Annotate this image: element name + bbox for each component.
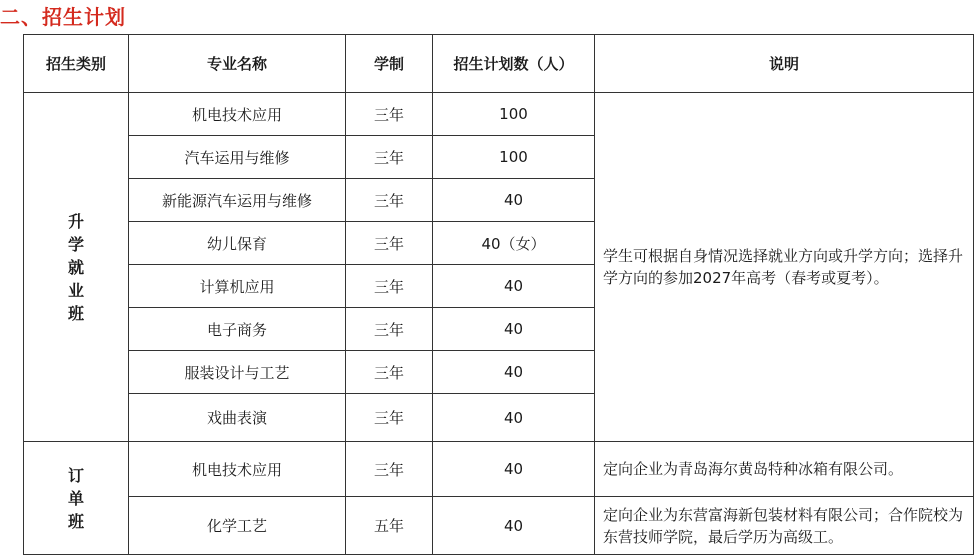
table-header-row — [24, 35, 974, 93]
duration-cell: 三年 — [346, 93, 433, 136]
duration-cell: 三年 — [346, 351, 433, 394]
count-cell: 40 — [433, 265, 595, 308]
count-cell: 100 — [433, 136, 595, 179]
count-cell: 40 — [433, 308, 595, 351]
count-cell: 40 — [433, 179, 595, 222]
table-row — [24, 442, 974, 497]
major-cell: 幼儿保育 — [129, 222, 346, 265]
major-cell: 机电技术应用 — [129, 442, 346, 497]
duration-cell: 三年 — [346, 265, 433, 308]
count-cell: 40 — [433, 394, 595, 442]
major-cell: 计算机应用 — [129, 265, 346, 308]
major-cell: 电子商务 — [129, 308, 346, 351]
note-cell: 定向企业为青岛海尔黄岛特种冰箱有限公司。 — [595, 442, 974, 497]
major-cell: 汽车运用与维修 — [129, 136, 346, 179]
duration-cell: 三年 — [346, 394, 433, 442]
duration-cell: 三年 — [346, 179, 433, 222]
count-cell: 100 — [433, 93, 595, 136]
major-cell: 机电技术应用 — [129, 93, 346, 136]
header-count: 招生计划数（人） — [433, 35, 595, 93]
header-category: 招生类别 — [24, 35, 129, 93]
category-cell-upgrade — [24, 93, 129, 442]
category-label: 订单班 — [67, 465, 84, 531]
header-duration: 学制 — [346, 35, 433, 93]
count-cell: 40 — [433, 351, 595, 394]
major-cell: 服装设计与工艺 — [129, 351, 346, 394]
major-cell: 新能源汽车运用与维修 — [129, 179, 346, 222]
note-cell-upgrade: 学生可根据自身情况选择就业方向或升学方向；选择升学方向的参加2027年高考（春考或夏考）。 — [595, 93, 974, 442]
duration-cell: 三年 — [346, 136, 433, 179]
enrollment-plan-table — [23, 34, 974, 555]
category-cell-order — [24, 442, 129, 555]
major-cell: 化学工艺 — [129, 497, 346, 555]
note-cell: 定向企业为东营富海新包装材料有限公司；合作院校为东营技师学院，最后学历为高级工。 — [595, 497, 974, 555]
duration-cell: 五年 — [346, 497, 433, 555]
count-cell: 40 — [433, 442, 595, 497]
duration-cell: 三年 — [346, 222, 433, 265]
table-row — [24, 93, 974, 136]
category-label: 升学就业班 — [67, 211, 84, 323]
header-note: 说明 — [595, 35, 974, 93]
count-cell: 40（女） — [433, 222, 595, 265]
section-title: 二、招生计划 — [0, 5, 126, 29]
table-row — [24, 497, 974, 555]
duration-cell: 三年 — [346, 442, 433, 497]
count-cell: 40 — [433, 497, 595, 555]
header-major: 专业名称 — [129, 35, 346, 93]
duration-cell: 三年 — [346, 308, 433, 351]
major-cell: 戏曲表演 — [129, 394, 346, 442]
